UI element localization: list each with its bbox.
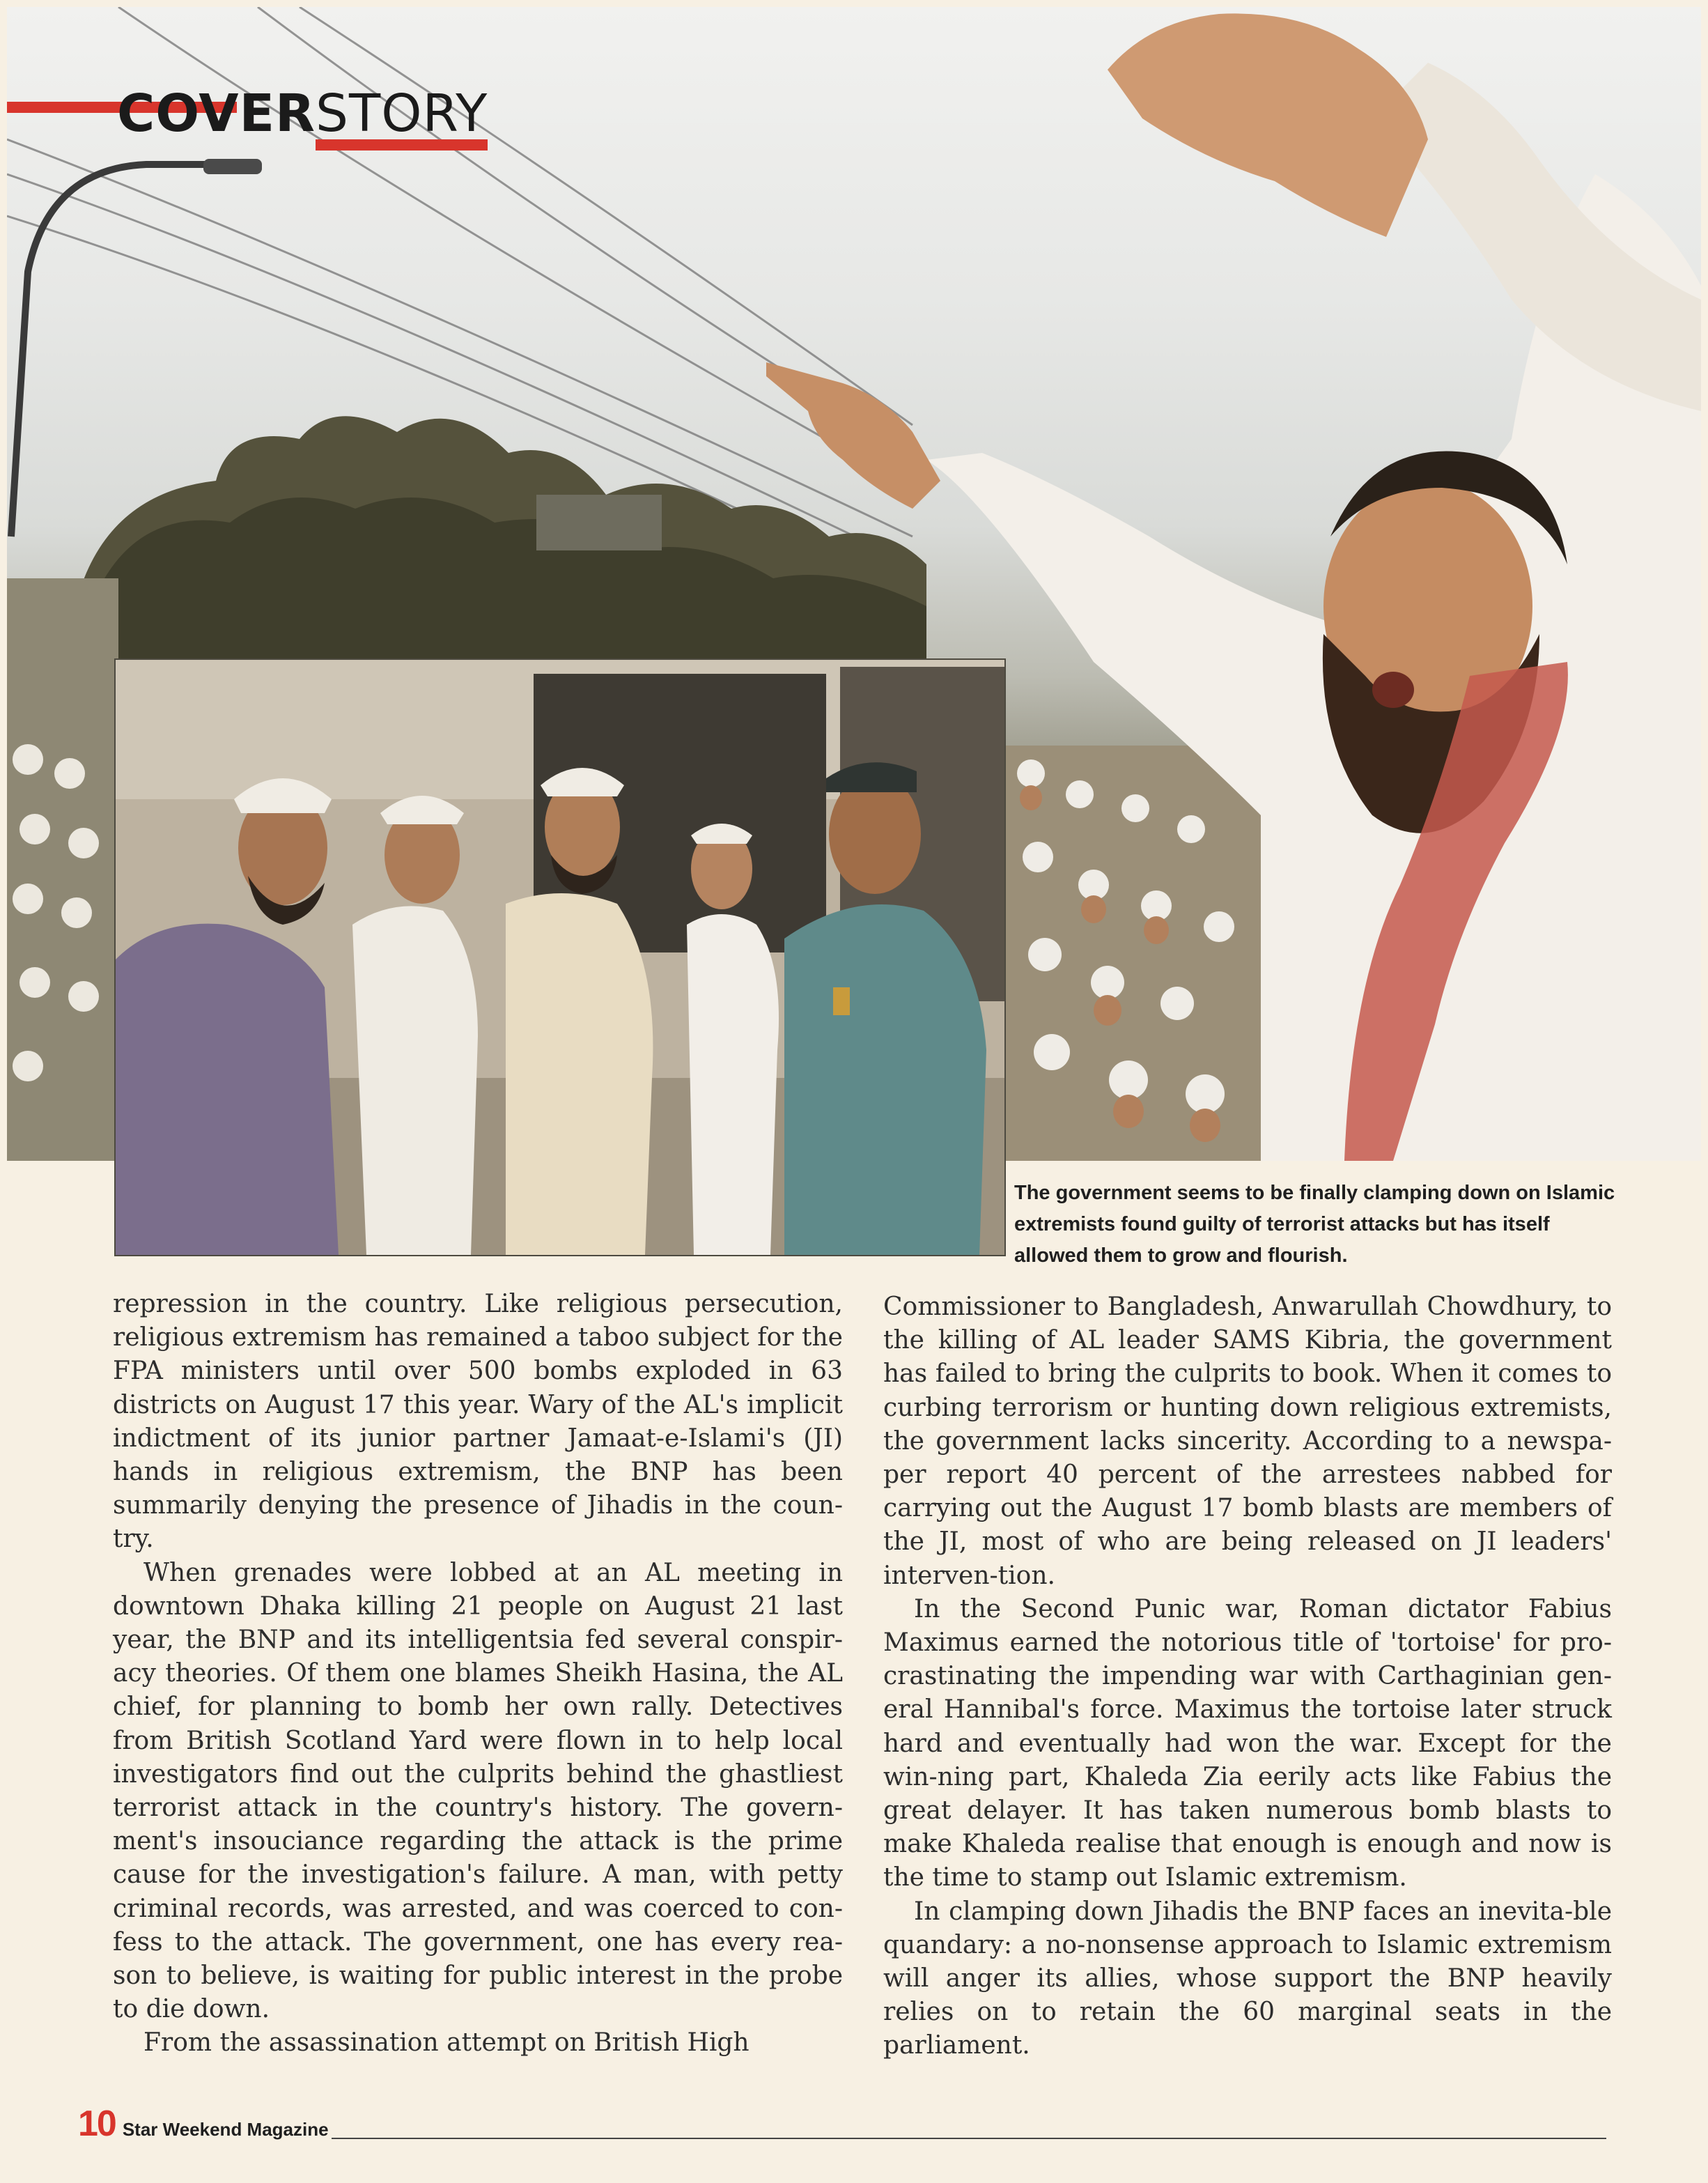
page-number: 10 (78, 2104, 116, 2144)
article-paragraph: From the assassination attempt on British High (143, 2028, 750, 2058)
article-paragraph: When grenades were lobbed at an AL meeting in downtown Dhaka killing 21 people on August 21 last year, the BNP and its intelligentsia fed several conspir-acy theories. Of them one blames Sheikh Hasina, the AL chief, for planning to bomb her own rally. Detectives from British Scotland Yard were flown in to help local investigators find out the culprits behind the ghastliest terrorist attack in the country's history. The govern-ment's insouciance regarding the attack is the prime cause for the investigation's failure. A man, with petty criminal records, was arrested, and was coerced to con-fess to the attack. The government, one has every rea-son to believe, is waiting for public interest in the probe to die down. (113, 1558, 843, 2024)
page-folio (78, 2103, 329, 2145)
kicker-story: STORY (316, 88, 488, 151)
arrest-inset-illustration (116, 660, 1004, 1255)
photo-caption: The government seems to be finally clamping down on Islamic extremists found guilty of terrorist attacks but has itself allowed them to grow and flourish. (1014, 1182, 1615, 1267)
article-paragraph: In clamping down Jihadis the BNP faces an inevita-ble quandary: a no-nonsense approach to Islamic extremism will anger its allies, whose support the BNP heavily relies on to retain the 60 marginal seats in the parliament. (883, 1897, 1612, 2060)
article-left-column (113, 1288, 843, 2060)
arrest-inset-photo (114, 658, 1006, 1256)
magazine-name: Star Weekend Magazine (122, 2119, 329, 2140)
footer-rule (332, 2138, 1606, 2139)
article-right-column (883, 1290, 1612, 2063)
section-kicker (117, 84, 488, 151)
article-paragraph: Commissioner to Bangladesh, Anwarullah Chowdhury, to the killing of AL leader SAMS Kibria, the government has failed to bring the culprits to book. When it comes to curbing terrorism or hunting down religious extremists, the government lacks sincerity. According to a newspa-per report 40 percent of the arrestees nabbed for carrying out the August 17 bomb blasts are members of the JI, most of who are being released on JI leaders' interven-tion. (883, 1293, 1612, 1590)
kicker-cover: COVER (117, 84, 316, 144)
article-paragraph: repression in the country. Like religious persecution, religious extremism has remained a taboo subject for the FPA ministers until over 500 bombs exploded in 63 districts on August 17 this year. Wary of the AL's implicit indictment of its junior partner Jamaat-e-Islami's (JI) hands in religious extremism, the BNP has been summarily denying the presence of Jihadis in the coun-try. (113, 1290, 843, 1554)
article-paragraph: In the Second Punic war, Roman dictator Fabius Maximus earned the notorious title of 'tortoise' for pro-crastinating the impending war with Carthaginian gen-eral Hannibal's force. Maximus the tortoise later struck hard and eventually had won the war. Except for the win-ning part, Khaleda Zia eerily acts like Fabius the great delayer. It has taken numerous bomb blasts to make Khaleda realise that enough is enough and now is the time to stamp out Islamic extremism. (883, 1594, 1612, 1892)
